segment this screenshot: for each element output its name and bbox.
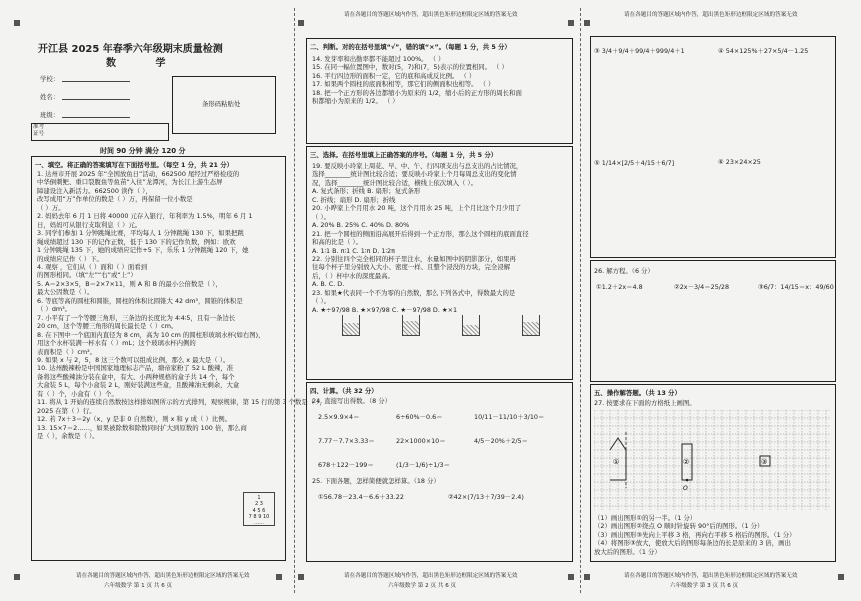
simple-1: ①56.78－23.4－6.6＋33.22 (318, 493, 404, 501)
choice-line: 19. 要反映小玲家上周花、早、中、午、行四项支出与总支出的占比情况， (312, 162, 523, 170)
page-number: 六年级数学 第 2 页 共 6 页 (388, 583, 457, 589)
question-line: 的图形相同。（填“左”“右”或“上”） (37, 271, 137, 280)
cup-b (402, 315, 420, 336)
choice-line: （ ）。 (312, 212, 331, 221)
triangle-row-line: 1 (257, 495, 261, 501)
question-line: 4. 观察 ，它们从（ ）面和（ ）面看到 (37, 262, 148, 271)
footer-notice: 请在各题目的答题区域内作答，超出黑色矩形边框限定区域的答案无效 (624, 573, 798, 579)
question-line: 是（ ），余数是（ ）。 (37, 432, 99, 441)
choice-line: C. 折线；扇形 D. 扇形；折线 (312, 195, 396, 204)
expr-4: ④ 54×125%＋27×5/4－1.25 (718, 47, 809, 55)
direct-6: 4/5－20%＋2/5＝ (474, 437, 528, 445)
task-line: （3）画出图形③先向上平移 3 格，再向右平移 5 格后的图形。（1 分） (594, 530, 796, 539)
fold-line (294, 8, 295, 593)
exam-subject: 数 学 (106, 58, 184, 69)
question-line: 表面积是（ ）cm²。 (37, 347, 97, 356)
question-line: 12. 若 7x＋3＝2y（x、y 是非 0 自然数），则 x 和 y 成（ ）比例。 (37, 415, 232, 424)
triangle-row-line: 2 3 (255, 501, 263, 508)
question-line: 20 cm，这个等腰三角形的周长最长是（ ）cm。 (37, 322, 178, 331)
question-line: 11. 将从 1 开始的连续自然数按这样排如图所示的方式排列，观察规律，第 15 行的第 3 个数是（ ）， (37, 398, 326, 407)
page-3 (584, 0, 861, 601)
alignment-mark (14, 574, 20, 580)
choice-line: 往每个杯子里分别放入大小、密度一样、且整个浸没的方块，完全浸解 (312, 263, 511, 272)
section2-title: 二、判断。对的在括号里填“√”，错的填“×”。（每题 1 分，共 5 分） (310, 43, 511, 51)
triangle-row-line: …… (254, 520, 264, 526)
section3-title: 三、选择。在括号里填上正确答案的序号。（每题 1 分，共 5 分） (310, 151, 498, 159)
choice-line: 20. 小晔家上个月用水 20 吨，这个月用水 25 吨，上个月比这个月少用了 (312, 204, 522, 213)
simple-2: ②42×(7/13＋7/39－2.4) (448, 493, 524, 501)
direct-1: 2.5×9.9×4＝ (318, 413, 360, 421)
section1-title: 一、填空。将正确的答案填写在下面括号里。（每空 1 分，共 21 分） (35, 161, 233, 169)
judge-line: 17. 如果两个圆柱的底面积相等，那它们的侧面积也相等。 （ ） (312, 80, 495, 89)
name-line (62, 99, 130, 100)
q26-title: 26. 解方程。（6 分） (594, 267, 654, 275)
choice-line: A. 1∶1 B. π∶1 C. 1∶π D. 1∶2π (312, 246, 395, 255)
direct-7: 678＋122－199＝ (318, 461, 374, 469)
question-line: 有（ ）个，小盒有（ ）个。 (37, 389, 118, 398)
question-line: 9. 如果 x 与 2，5，8 这三个数可以组成比例，那么 x 最大是（ ）。 (37, 355, 230, 364)
alignment-mark (568, 20, 574, 26)
label-figure-3: ③ (761, 458, 768, 466)
school-label: 学校： (40, 75, 60, 83)
judge-line: 14. 发芽率和出勤率都不能超过 100%。 （ ） (312, 55, 445, 63)
task-line: （1）画出图形①的另一半。（1 分） (594, 514, 697, 522)
exam-number-label: 准考证号 (33, 124, 45, 137)
expr-6: ⑥ 23×24×25 (718, 158, 761, 166)
judge-line: 16. 平行四边形的面积一定，它的底和高成反比例。 （ ） (312, 71, 476, 80)
question-line: 13. 15×7＝2……，如果被除数和除数同时扩大到原数的 100 倍，那么商 (37, 423, 247, 432)
question-line: 8. 在下图中一个底面内直径为 8 cm，高为 10 cm 的圆柱形玻璃水杯(如右图)， (37, 330, 265, 339)
task-line: 放大后的图形。（1 分） (594, 547, 661, 556)
exam-number-box (31, 123, 169, 141)
equation-2: ②2x－3/4＝25/28 (674, 283, 730, 291)
question-line: 2025 在第（ ）行。 (37, 406, 96, 415)
choice-line: A. 复式条形；折线 B. 扇形；复式条形 (312, 187, 421, 196)
label-figure-2: ② (683, 458, 690, 466)
choice-line: A. B. C. D. (312, 280, 345, 289)
choice-line: 23. 如果★代表同一个不为零的自然数，那么下列各式中，得数最大的是 (312, 288, 516, 297)
equation-3: ③6/7：14/15＝x：49/60 (758, 283, 834, 291)
judge-line: 15. 在同一幅位置图中，数对(5，7)和(7，5)表示的位置相同。 （ ） (312, 63, 508, 72)
question-line: 最大公因数是（ ）。 (37, 288, 94, 297)
equation-1: ①1.2＋2x＝4.8 (596, 283, 643, 291)
direct-8: (1/3－1/6)÷1/3＝ (396, 461, 450, 469)
direct-4: 7.77－7.7×3.33＝ (318, 437, 375, 445)
calc-continue-box (590, 36, 836, 258)
judge-line: 积都缩小为原来的 1/2。 （ ） (312, 97, 399, 106)
question-line: 的成绩应记作（ ）下。 (37, 254, 103, 263)
label-figure-1: ① (613, 458, 620, 466)
question-line: 6. 等底等高的圆柱和圆锥，圆柱的体积比圆锥大 42 dm³，圆锥的体积是 (37, 296, 243, 305)
choice-line: 后，（ ）杯中水的深度最高。 (312, 271, 394, 280)
footer-notice: 请在各题目的答题区域内作答，超出黑色矩形边框限定区域的答案无效 (76, 573, 250, 579)
calc25-label: 25. 下面各题，怎样简便就怎样算。（18 分） (312, 477, 440, 485)
footer-notice: 请在各题目的答题区域内作答，超出黑色矩形边框限定区域的答案无效 (344, 573, 518, 579)
question-line: 1 分钟跳绳 135 下，她的成绩应记作+5 下，乐乐 1 分钟跳绳 120 下，她 (37, 246, 249, 255)
choice-line: 和高的比是（ ）。 (312, 238, 362, 247)
label-point-o: O (683, 485, 688, 492)
choice-questions (312, 162, 570, 314)
alignment-mark (584, 20, 590, 26)
class-label: 班级： (40, 111, 60, 119)
barcode-label: 条形码粘贴处 (202, 100, 241, 108)
choice-line: （ ）。 (312, 297, 331, 306)
question-line: 中华倒刺鲃、重口裂腹鱼等鱼苗“入住”龙潭河，为长江上游生态屏 (37, 178, 223, 187)
question-line: 绳成绩超过 130 下的记作正数，低于 130 下的记作负数，例如：欧欢 (37, 237, 236, 246)
fold-line (580, 8, 581, 593)
equation-box (590, 260, 836, 382)
choice-line: 22. 分别往四个完全相同的杯子里注水，水量如图中的阴影部分，如果再 (312, 254, 516, 263)
school-line (62, 81, 130, 82)
question-line: 5. A＝2×3×5，B＝2×7×11，则 A 和 B 的最小公倍数是（ ）， (37, 279, 222, 288)
choice-line: 选择________统计图比较合适；要反映小玲家上个月每周总支出的变化情 (312, 170, 517, 179)
cup-c (462, 315, 480, 336)
name-label: 姓名： (40, 93, 60, 101)
question-line: 日，妈妈可从银行支取利息（ ）元。 (37, 220, 142, 229)
page-2 (298, 0, 576, 601)
alignment-mark (298, 20, 304, 26)
cup-a (342, 315, 360, 336)
question-line: 2. 妈妈去年 6 月 1 日将 40000 元存入银行，年利率为 1.5%，明年 6 月 1 (37, 212, 253, 221)
q27-title: 27. 按要求在下面的方格纸上画图。 (594, 399, 696, 407)
question-line: 10. 达州酸辣粉是中国国家地理标志产品，塘帝家粉了 52 L 酸辣，准 (37, 364, 234, 373)
page-number: 六年级数学 第 1 页 共 6 页 (104, 583, 173, 589)
direct-2: 6÷60%－0.6＝ (396, 413, 443, 421)
question-line: 7. 小平有了一个等腰三角形，三条边的长度比为 4∶4∶5，且有一条边长 (37, 313, 236, 322)
cup-d (522, 315, 540, 336)
section4-box (306, 382, 573, 562)
expr-3: ③ 3/4＋9/4＋99/4＋999/4＋1 (594, 47, 685, 55)
alignment-mark (276, 574, 282, 580)
direct-5: 22×1000×10＝ (396, 437, 446, 445)
alignment-mark (838, 574, 844, 580)
question-line: （ ）万。 (37, 203, 65, 212)
exam-title: 开江县 2025 年春季六年级期末质量检测 (38, 44, 223, 55)
expr-5: ⑤ 1/14×[2/5＋4/15＋6/7] (594, 159, 675, 167)
judge-line: 18. 把一个正方形的各边都缩小为原来的 1/2，缩小后的正方形的周长和面 (312, 88, 522, 97)
section5-title: 五、操作解答题。（共 13 分） (594, 389, 681, 397)
point-o (686, 479, 689, 482)
judge-questions (312, 55, 570, 106)
grid-paper (594, 410, 830, 510)
question-line: 用这个水杯装满一杯水有（ ）mL；这个玻璃水杯内侧的 (37, 339, 196, 348)
question-line: 3. 同学们参加 1 分钟跳绳比赛，平均每人 1 分钟跳绳 130 下，如果把跳 (37, 229, 244, 238)
alignment-mark (298, 574, 304, 580)
question-line: 改写成用“万”作单位的数是（ ）万，再保留一位小数是 (37, 195, 193, 204)
section4-title: 四、计算。（共 32 分） (310, 387, 378, 395)
page-1 (0, 0, 326, 601)
alignment-mark (568, 574, 574, 580)
task-line: （4）将图形③放大，使放大后的图形每条边的长是原来的 3 倍，画出 (594, 539, 791, 548)
direct-3: 10/11－11/10＋3/10＝ (474, 413, 545, 421)
question-line: 1. 达州市开展 2025 年“全国放鱼日”活动，662500 尾经过严格检疫的 (37, 170, 240, 178)
alignment-mark (584, 574, 590, 580)
question-line: （ ）dm³。 (37, 305, 72, 314)
header-notice: 请在各题目的答题区域内作答，超出黑色矩形边框限定区域的答案无效 (344, 12, 518, 18)
operation-tasks (594, 514, 832, 556)
choice-line: 况，选择________统计图比较合适，横线上依次填入（ ）。 (312, 178, 477, 187)
question-line: 备将这些酸辣油分装在盒中，有大、小两种规格的盒子共 14 个，每个 (37, 372, 235, 381)
calc24-label: 24. 直接写出得数。（8 分） (312, 397, 391, 405)
class-line (62, 117, 130, 118)
choice-line: 21. 把一个圆柱的侧面沿高展开后得到一个正方形，那么这个圆柱的底面直径 (312, 229, 529, 238)
task-line: （2）画出图形②绕点 O 顺时针旋转 90°后的图形。（1 分） (594, 522, 764, 531)
question-line: 大盒装 5 L，每个小盒装 2 L，刚好装满这些盒，且酸辣油无剩余，大盒 (37, 381, 240, 390)
page-number: 六年级数学 第 3 页 共 6 页 (670, 583, 739, 589)
section1-questions (37, 170, 326, 441)
triangle-row-line: 4 5 6 (252, 507, 266, 514)
number-triangle (243, 492, 275, 526)
header-notice: 请在各题目的答题区域内作答，超出黑色矩形边框限定区域的答案无效 (624, 12, 798, 18)
question-line: 障建设注入新活力。662500 读作（ ）， (37, 186, 152, 195)
time-score: 时间 90 分钟 满分 120 分 (100, 147, 186, 155)
triangle-row-line: 7 8 9 10 (248, 513, 270, 520)
choice-line: A. 20% B. 25% C. 40% D. 80% (312, 221, 410, 230)
alignment-mark (14, 20, 20, 26)
choice-line: A. ★÷97/98 B. ★×97/98 C. ★－97/98 D. ★×1 (312, 305, 458, 314)
